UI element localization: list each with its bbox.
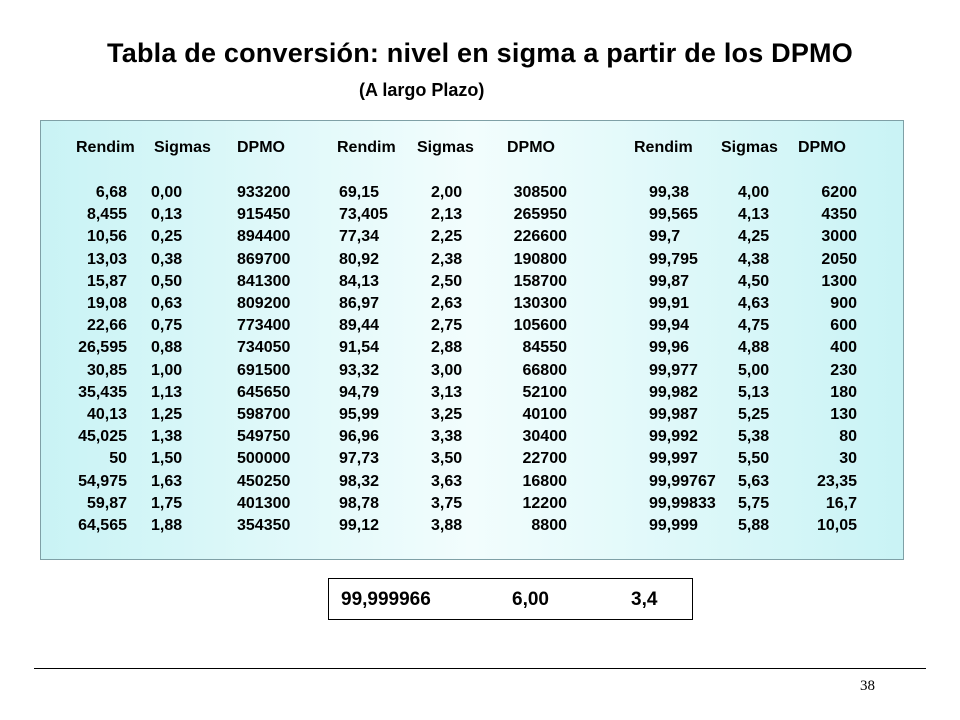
conversion-table-panel bbox=[40, 120, 904, 560]
table-cell: 1,63 bbox=[151, 472, 183, 490]
table-cell: 98,78 bbox=[339, 494, 380, 512]
footer-divider bbox=[34, 668, 926, 669]
table-cell: 3,13 bbox=[431, 383, 463, 401]
table-cell: 99,38 bbox=[649, 184, 690, 201]
table-cell: 226600 bbox=[513, 228, 567, 246]
table-cell: 0,00 bbox=[151, 184, 183, 201]
table-cell: 98,32 bbox=[339, 472, 380, 490]
table-cell: 4350 bbox=[821, 206, 857, 224]
column-header: DPMO bbox=[798, 139, 846, 156]
table-cell: 734050 bbox=[237, 339, 291, 357]
table-cell: 3,00 bbox=[431, 361, 463, 379]
table-cell: 265950 bbox=[513, 206, 567, 224]
table-cell: 4,13 bbox=[738, 206, 770, 224]
table-cell: 99,987 bbox=[649, 406, 698, 423]
table-cell: 59,87 bbox=[86, 494, 127, 512]
table-cell: 3,25 bbox=[431, 406, 463, 423]
table-cell: 99,982 bbox=[649, 383, 698, 401]
table-cell: 5,38 bbox=[738, 428, 770, 446]
table-cell: 2,75 bbox=[431, 317, 463, 335]
table-cell: 89,44 bbox=[339, 317, 380, 335]
table-cell: 99,7 bbox=[649, 228, 681, 246]
table-cell: 95,99 bbox=[339, 406, 380, 423]
table-cell: 94,79 bbox=[339, 383, 380, 401]
table-cell: 3,38 bbox=[431, 428, 463, 446]
table-cell: 22700 bbox=[522, 450, 567, 468]
table-cell: 2,00 bbox=[431, 184, 463, 201]
table-cell: 73,405 bbox=[339, 206, 388, 224]
table-cell: 91,54 bbox=[339, 339, 380, 357]
table-cell: 308500 bbox=[513, 184, 567, 201]
table-cell: 3,75 bbox=[431, 494, 463, 512]
table-cell: 4,25 bbox=[738, 228, 770, 246]
table-cell: 84,13 bbox=[339, 272, 380, 290]
table-cell: 230 bbox=[830, 361, 857, 379]
highlight-sigmas: 6,00 bbox=[512, 589, 549, 610]
table-cell: 600 bbox=[830, 317, 857, 335]
table-cell: 99,795 bbox=[649, 250, 698, 268]
table-cell: 5,25 bbox=[738, 406, 770, 423]
table-cell: 5,75 bbox=[738, 494, 770, 512]
highlight-row-box bbox=[328, 578, 693, 620]
column-header: Sigmas bbox=[721, 139, 778, 156]
table-cell: 4,50 bbox=[738, 272, 770, 290]
table-cell: 99,91 bbox=[649, 295, 690, 312]
table-cell: 1,75 bbox=[151, 494, 183, 512]
table-cell: 933200 bbox=[237, 184, 291, 201]
table-cell: 0,13 bbox=[151, 206, 183, 224]
table-cell: 77,34 bbox=[339, 228, 380, 246]
slide-subtitle: (A largo Plazo) bbox=[359, 80, 485, 100]
table-cell: 50 bbox=[109, 450, 127, 468]
highlight-dpmo: 3,4 bbox=[631, 589, 658, 610]
table-cell: 809200 bbox=[237, 295, 291, 312]
table-cell: 2,38 bbox=[431, 250, 463, 268]
table-cell: 4,75 bbox=[738, 317, 770, 335]
table-cell: 23,35 bbox=[816, 472, 857, 490]
table-cell: 99,977 bbox=[649, 361, 698, 379]
table-cell: 354350 bbox=[237, 517, 291, 534]
column-header: Sigmas bbox=[417, 139, 474, 156]
table-cell: 450250 bbox=[237, 472, 291, 490]
table-cell: 45,025 bbox=[78, 428, 127, 446]
table-cell: 0,88 bbox=[151, 339, 183, 357]
table-cell: 54,975 bbox=[78, 472, 127, 490]
table-cell: 35,435 bbox=[78, 383, 127, 401]
table-cell: 10,56 bbox=[86, 228, 127, 246]
table-cell: 130 bbox=[830, 406, 857, 423]
table-cell: 4,63 bbox=[738, 295, 770, 312]
table-cell: 64,565 bbox=[78, 517, 127, 534]
table-cell: 93,32 bbox=[339, 361, 380, 379]
table-cell: 500000 bbox=[237, 450, 291, 468]
table-cell: 1,00 bbox=[151, 361, 183, 379]
table-cell: 8800 bbox=[531, 517, 567, 534]
table-cell: 1,50 bbox=[151, 450, 183, 468]
table-cell: 99,99833 bbox=[649, 494, 716, 512]
table-cell: 99,99767 bbox=[649, 472, 716, 490]
table-cell: 99,997 bbox=[649, 450, 698, 468]
table-cell: 6200 bbox=[821, 184, 857, 201]
column-header: DPMO bbox=[237, 139, 285, 156]
table-cell: 80,92 bbox=[339, 250, 380, 268]
table-cell: 22,66 bbox=[86, 317, 127, 335]
table-cell: 549750 bbox=[237, 428, 291, 446]
highlight-rendim: 99,999966 bbox=[341, 589, 431, 610]
table-cell: 26,595 bbox=[78, 339, 127, 357]
table-cell: 401300 bbox=[237, 494, 291, 512]
table-cell: 5,63 bbox=[738, 472, 770, 490]
column-header: Sigmas bbox=[154, 139, 211, 156]
column-header: Rendim bbox=[634, 139, 693, 156]
table-cell: 30,85 bbox=[86, 361, 127, 379]
table-cell: 80 bbox=[839, 428, 857, 446]
table-cell: 99,96 bbox=[649, 339, 690, 357]
table-cell: 3,88 bbox=[431, 517, 463, 534]
table-cell: 69,15 bbox=[339, 184, 380, 201]
table-cell: 4,88 bbox=[738, 339, 770, 357]
table-cell: 773400 bbox=[237, 317, 291, 335]
table-cell: 99,12 bbox=[339, 517, 380, 534]
table-cell: 2,88 bbox=[431, 339, 463, 357]
table-cell: 400 bbox=[830, 339, 857, 357]
table-cell: 5,50 bbox=[738, 450, 770, 468]
table-cell: 2,25 bbox=[431, 228, 463, 246]
table-cell: 96,96 bbox=[339, 428, 380, 446]
table-cell: 3,63 bbox=[431, 472, 463, 490]
table-cell: 10,05 bbox=[816, 517, 857, 534]
table-cell: 99,94 bbox=[649, 317, 690, 335]
table-cell: 13,03 bbox=[86, 250, 127, 268]
table-cell: 105600 bbox=[513, 317, 567, 335]
table-cell: 894400 bbox=[237, 228, 291, 246]
table-cell: 19,08 bbox=[86, 295, 127, 312]
table-cell: 915450 bbox=[237, 206, 291, 224]
table-cell: 180 bbox=[830, 383, 857, 401]
table-cell: 66800 bbox=[522, 361, 567, 379]
table-cell: 97,73 bbox=[339, 450, 380, 468]
table-cell: 1,38 bbox=[151, 428, 183, 446]
table-cell: 869700 bbox=[237, 250, 291, 268]
table-cell: 4,00 bbox=[738, 184, 770, 201]
table-cell: 841300 bbox=[237, 272, 291, 290]
table-cell: 598700 bbox=[237, 406, 291, 423]
table-cell: 5,13 bbox=[738, 383, 770, 401]
table-cell: 40,13 bbox=[86, 406, 127, 423]
table-cell: 691500 bbox=[237, 361, 291, 379]
table-cell: 99,999 bbox=[649, 517, 698, 534]
table-cell: 6,68 bbox=[95, 184, 127, 201]
table-cell: 2050 bbox=[821, 250, 857, 268]
table-cell: 158700 bbox=[513, 272, 567, 290]
table-cell: 0,63 bbox=[151, 295, 183, 312]
table-cell: 86,97 bbox=[339, 295, 380, 312]
table-cell: 2,63 bbox=[431, 295, 463, 312]
table-cell: 30 bbox=[839, 450, 857, 468]
table-cell: 8,455 bbox=[86, 206, 127, 224]
table-cell: 99,992 bbox=[649, 428, 698, 446]
table-cell: 130300 bbox=[513, 295, 567, 312]
table-cell: 4,38 bbox=[738, 250, 770, 268]
table-cell: 84550 bbox=[522, 339, 567, 357]
column-header: Rendim bbox=[76, 139, 135, 156]
table-cell: 3,50 bbox=[431, 450, 463, 468]
table-cell: 16800 bbox=[522, 472, 567, 490]
table-cell: 0,25 bbox=[151, 228, 183, 246]
table-cell: 2,50 bbox=[431, 272, 463, 290]
slide-title: Tabla de conversión: nivel en sigma a partir de los DPMO bbox=[107, 38, 853, 68]
table-cell: 1,88 bbox=[151, 517, 183, 534]
column-header: DPMO bbox=[507, 139, 555, 156]
table-cell: 30400 bbox=[522, 428, 567, 446]
table-cell: 5,00 bbox=[738, 361, 770, 379]
table-cell: 40100 bbox=[522, 406, 567, 423]
table-cell: 0,75 bbox=[151, 317, 183, 335]
table-cell: 3000 bbox=[821, 228, 857, 246]
table-cell: 15,87 bbox=[86, 272, 127, 290]
table-cell: 190800 bbox=[513, 250, 567, 268]
table-cell: 5,88 bbox=[738, 517, 770, 534]
table-cell: 1300 bbox=[821, 272, 857, 290]
table-cell: 0,50 bbox=[151, 272, 183, 290]
table-cell: 1,13 bbox=[151, 383, 183, 401]
table-cell: 0,38 bbox=[151, 250, 183, 268]
table-cell: 2,13 bbox=[431, 206, 463, 224]
table-cell: 12200 bbox=[522, 494, 567, 512]
page-number: 38 bbox=[860, 678, 875, 694]
table-cell: 99,87 bbox=[649, 272, 690, 290]
table-cell: 16,7 bbox=[825, 494, 857, 512]
table-cell: 52100 bbox=[522, 383, 567, 401]
column-header: Rendim bbox=[337, 139, 396, 156]
table-cell: 1,25 bbox=[151, 406, 183, 423]
table-cell: 900 bbox=[830, 295, 857, 312]
table-cell: 645650 bbox=[237, 383, 291, 401]
table-cell: 99,565 bbox=[649, 206, 698, 224]
